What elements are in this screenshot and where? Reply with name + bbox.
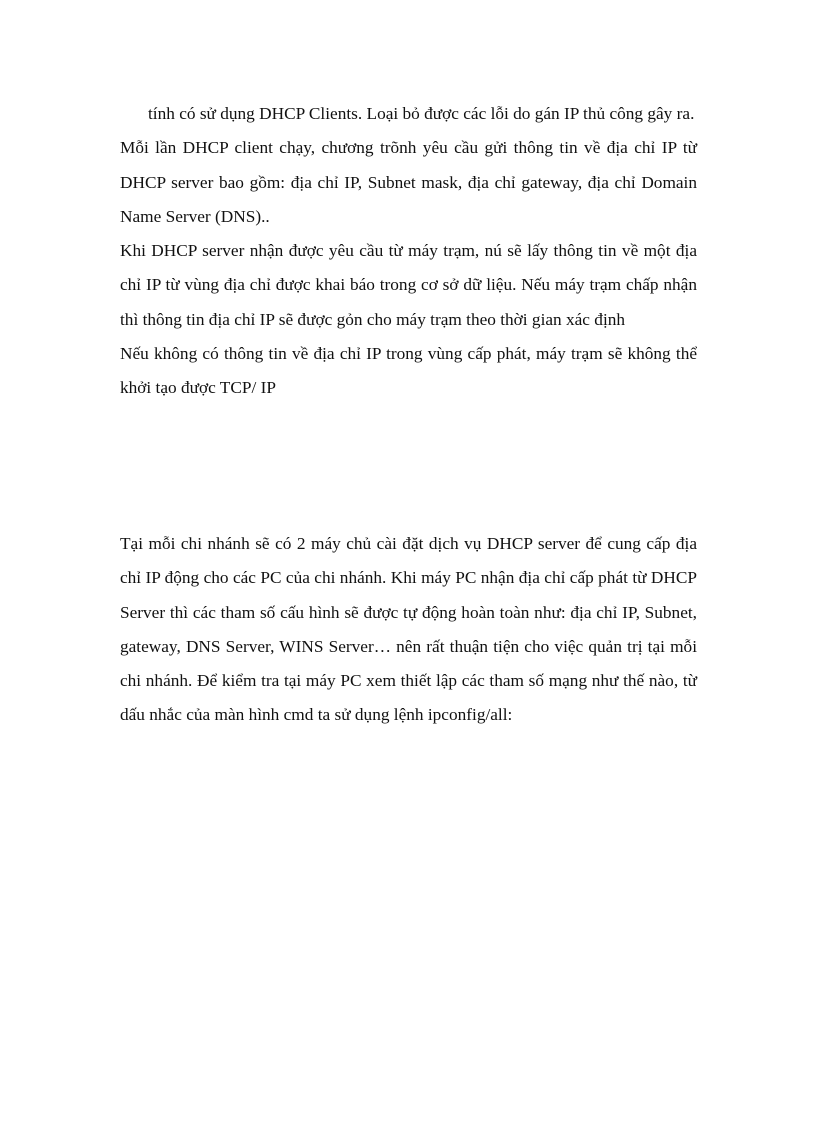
paragraph-branch-dhcp-servers: Tại mỗi chi nhánh sẽ có 2 máy chủ cài đặt dịch vụ DHCP server để cung cấp địa chỉ IP động cho các PC của chi nhánh. Khi máy PC nhận địa chỉ cấp phát từ DHCP Server thì các tham số cấu hình sẽ được tự động hoàn toàn như: địa chỉ IP, Subnet, gateway, DNS Server, WINS Server… nên rất thuận tiện cho việc quản trị tại mỗi chi nhánh. Để kiểm tra tại máy PC xem thiết lập các tham số mạng như thế nào, từ dấu nhắc của màn hình cmd ta sử dụng lệnh ipconfig/all: xyxy=(120,534,697,725)
paragraph-no-ip-available: Nếu không có thông tin về địa chỉ IP trong vùng cấp phát, máy trạm sẽ không thể khởi tạo được TCP/ IP xyxy=(120,344,697,398)
branch-dhcp-section xyxy=(120,527,697,733)
paragraph-dhcp-server-response: Khi DHCP server nhận được yêu cầu từ máy trạm, nú sẽ lấy thông tin về một địa chỉ IP từ vùng địa chỉ được khai báo trong cơ sở dữ liệu. Nếu máy trạm chấp nhận thì thông tin địa chỉ IP sẽ được gỏn cho máy trạm theo thời gian xác định xyxy=(120,241,697,329)
dhcp-description-section xyxy=(120,97,697,406)
paragraph-dhcp-client-request: Mỗi lần DHCP client chạy, chương trõnh yêu cầu gửi thông tin về địa chỉ IP từ DHCP server bao gồm: địa chỉ IP, Subnet mask, địa chỉ gateway, địa chỉ Domain Name Server (DNS).. xyxy=(120,138,697,226)
paragraph-dhcp-clients: tính có sử dụng DHCP Clients. Loại bỏ được các lỗi do gán IP thủ công gây ra. xyxy=(148,104,695,123)
